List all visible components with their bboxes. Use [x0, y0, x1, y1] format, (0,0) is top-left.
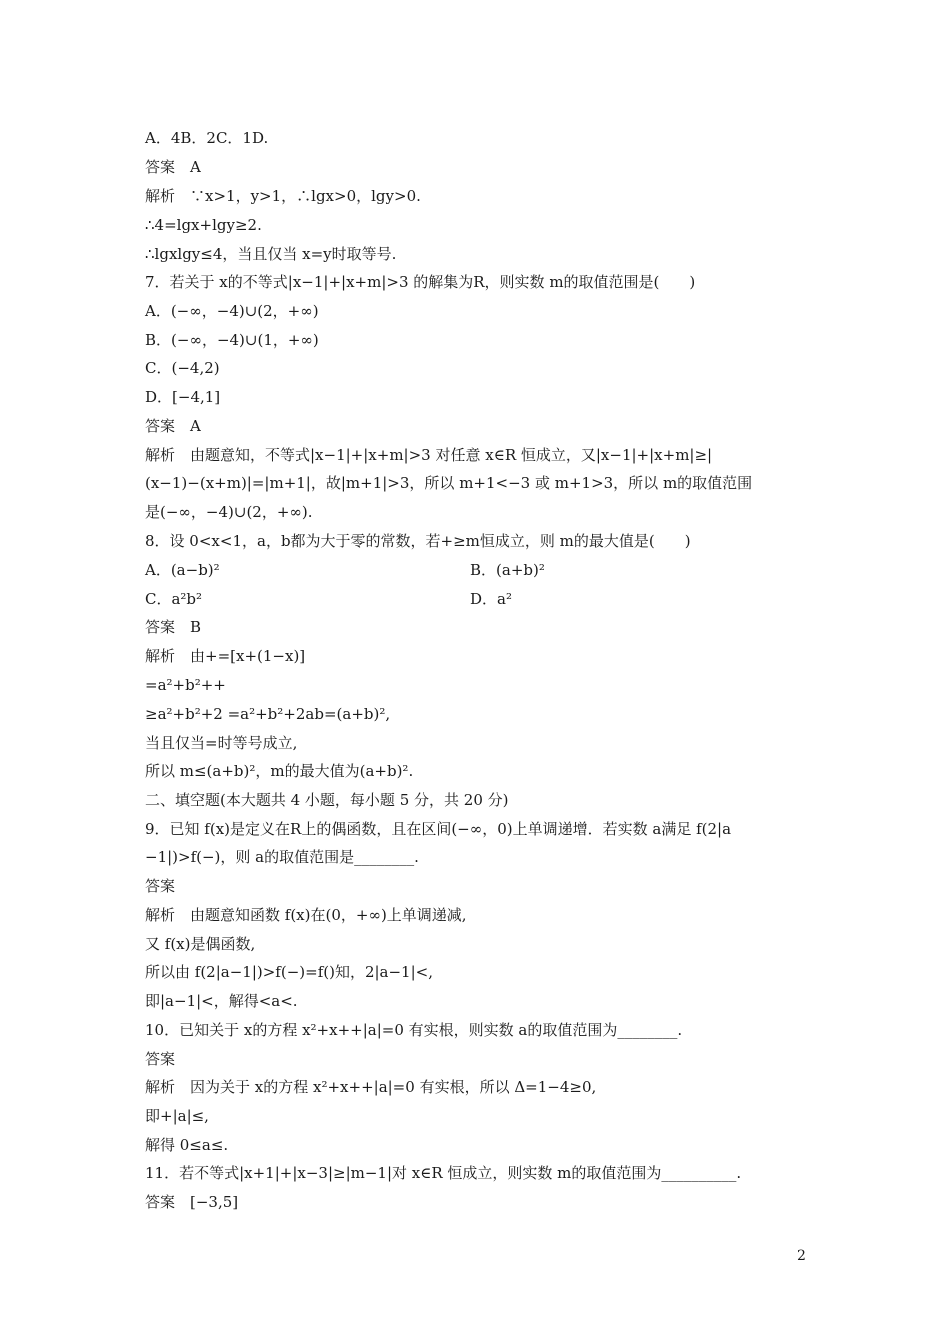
answer-line: 答案 B — [145, 618, 202, 636]
question-10: 10．已知关于 x的方程 x²+x++|a|=0 有实根，则实数 a的取值范围为________. — [145, 1021, 683, 1039]
analysis-line: ∴4=lgx+lgy≥2. — [145, 216, 262, 234]
answer-line: 答案 A — [145, 417, 201, 435]
section-heading: 二、填空题(本大题共 4 小题，每小题 5 分，共 20 分) — [145, 791, 509, 809]
analysis-line: =a²+b²++ — [145, 676, 226, 694]
analysis-line: 解析 由+=[x+(1−x)] — [145, 647, 306, 665]
analysis-line: 解析 由题意知，不等式|x−1|+|x+m|>3 对任意 x∈R 恒成立，又|x−1|+|x+m|≥| — [145, 446, 713, 464]
analysis-line: 解得 0≤a≤. — [145, 1136, 229, 1154]
answer-line: 答案 A — [145, 158, 201, 176]
analysis-line: 解析 ∵x>1，y>1，∴lgx>0，lgy>0. — [145, 187, 421, 205]
option-c: C．(−4,2) — [145, 359, 220, 377]
analysis-line: 所以由 f(2|a−1|)>f(−)=f()知，2|a−1|<, — [145, 963, 433, 981]
analysis-line: 解析 因为关于 x的方程 x²+x++|a|=0 有实根，所以 Δ=1−4≥0, — [145, 1078, 597, 1096]
analysis-line: 当且仅当=时等号成立, — [145, 734, 298, 752]
option-b: B．(a+b)² — [470, 561, 545, 579]
option-b: B．(−∞，−4)∪(1，+∞) — [145, 331, 319, 349]
analysis-line: ≥a²+b²+2 =a²+b²+2ab=(a+b)², — [145, 705, 391, 723]
question-9: 9．已知 f(x)是定义在R上的偶函数，且在区间(−∞，0)上单调递增．若实数 a满足 f(2|a — [145, 820, 732, 838]
question-11: 11．若不等式|x+1|+|x−3|≥|m−1|对 x∈R 恒成立，则实数 m的取值范围为__________. — [145, 1164, 742, 1182]
answer-line: 答案 [−3,5] — [145, 1193, 239, 1211]
option-d: D．[−4,1] — [145, 388, 221, 406]
page-number: 2 — [797, 1248, 806, 1264]
analysis-line: 所以 m≤(a+b)²，m的最大值为(a+b)². — [145, 762, 414, 780]
question-9: −1|)>f(−)，则 a的取值范围是________. — [145, 848, 419, 866]
option-d: D．a² — [470, 590, 512, 608]
option-c: C．a²b² — [145, 590, 203, 608]
analysis-line: ∴lgxlgy≤4，当且仅当 x=y时取等号. — [145, 245, 397, 263]
answer-line: 答案 — [145, 877, 176, 895]
analysis-line: 又 f(x)是偶函数, — [145, 935, 256, 953]
analysis-line: 即|a−1|<，解得<a<. — [145, 992, 298, 1010]
analysis-line: 即+|a|≤, — [145, 1107, 209, 1125]
analysis-line: 是(−∞，−4)∪(2，+∞). — [145, 503, 313, 521]
option-a: A．(a−b)² — [145, 561, 220, 579]
analysis-line: (x−1)−(x+m)|=|m+1|，故|m+1|>3，所以 m+1<−3 或 m+1>3，所以 m的取值范围 — [145, 474, 753, 492]
options-line: A．4B．2C．1D. — [145, 129, 269, 147]
analysis-line: 解析 由题意知函数 f(x)在(0，+∞)上单调递减, — [145, 906, 467, 924]
question-7: 7．若关于 x的不等式|x−1|+|x+m|>3 的解集为R，则实数 m的取值范围是( ) — [145, 273, 696, 291]
question-8: 8．设 0<x<1，a，b都为大于零的常数，若+≥m恒成立，则 m的最大值是( ) — [145, 532, 691, 550]
option-a: A．(−∞，−4)∪(2，+∞) — [145, 302, 319, 320]
answer-line: 答案 — [145, 1050, 176, 1068]
